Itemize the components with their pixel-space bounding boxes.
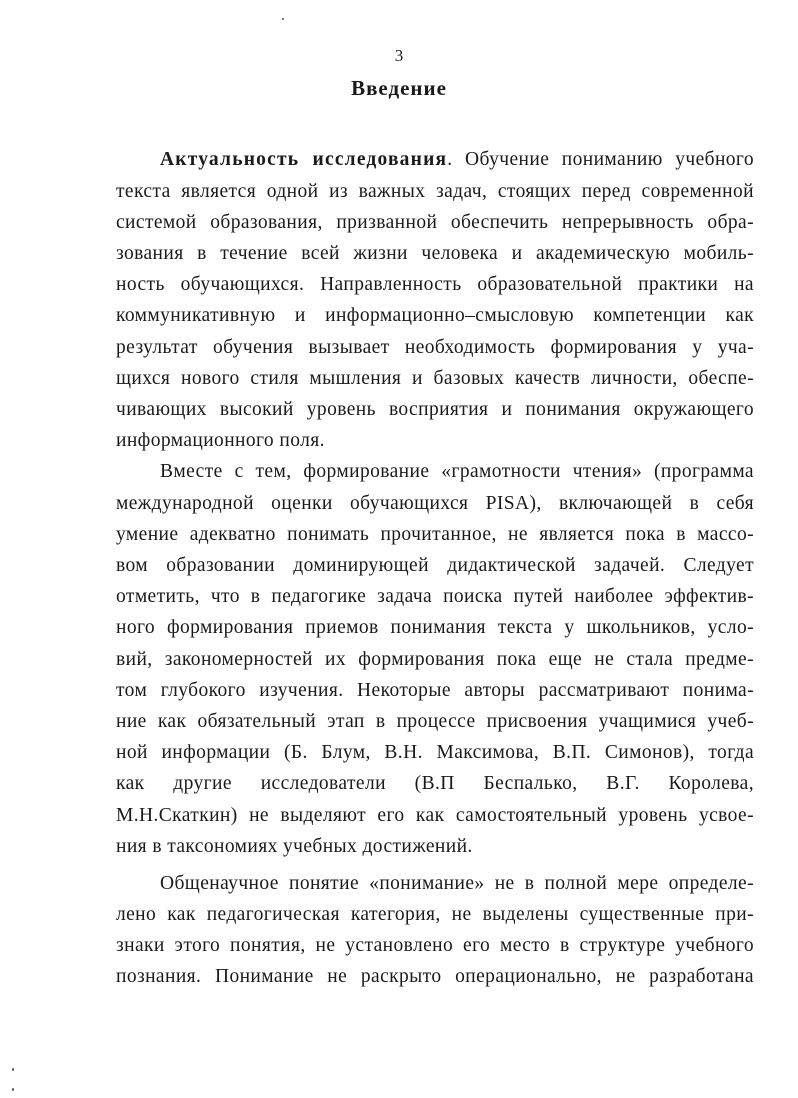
- text-line: ние как обязательный этап в процессе присвоения учащимися учеб-: [116, 711, 754, 732]
- text-line: Общенаучное понятие «понимание» не в полной мере определе-: [160, 873, 754, 894]
- text-line: щихся нового стиля мышления и базовых качеств личности, обеспе-: [116, 368, 754, 389]
- text-line: отметить, что в педагогике задача поиска путей наиболее эффектив-: [116, 586, 754, 607]
- text-line: международной оценки обучающихся PISA), включающей в себя: [116, 493, 754, 514]
- scan-speck: [12, 1068, 14, 1071]
- text-line: том глубокого изучения. Некоторые авторы рассматривают понима-: [116, 680, 754, 701]
- text-line: ного формирования приемов понимания текста у школьников, усло-: [116, 617, 754, 638]
- text-line: коммуникативную и информационно–смысловую компетенции как: [116, 305, 754, 326]
- text-line: вом образовании доминирующей дидактической задачей. Следует: [116, 555, 754, 576]
- bold-heading: Актуальность исследования: [160, 149, 448, 170]
- text-line: лено как педагогическая категория, не выделены существенные при-: [116, 904, 754, 925]
- text-line: Вместе с тем, формирование «грамотности чтения» (программа: [160, 461, 754, 482]
- text-line: М.Н.Скаткин) не выделяют его как самостоятельный уровень усвое-: [116, 805, 754, 826]
- text-line: чивающих высокий уровень восприятия и понимания окружающего: [116, 399, 754, 420]
- text-line: зования в течение всей жизни человека и академическую мобиль-: [116, 243, 754, 264]
- text-line: ния в таксономиях учебных достижений.: [116, 836, 473, 857]
- text-line: познания. Понимание не раскрыто операционально, не разработана: [116, 966, 754, 987]
- text-line: умение адекватно понимать прочитанное, не является пока в массо-: [116, 524, 754, 545]
- text-line: ность обучающихся. Направленность образовательной практики на: [116, 274, 754, 295]
- text-line: результат обучения вызывает необходимость формирования у уча-: [116, 337, 754, 358]
- text-line: системой образования, призванной обеспечить непрерывность обра-: [116, 212, 754, 233]
- page-title: Введение: [351, 76, 447, 100]
- text-line: информационного поля.: [116, 430, 325, 451]
- scan-speck: [282, 18, 284, 20]
- text-line: ной информации (Б. Блум, В.Н. Максимова, В.П. Симонов), тогда: [116, 742, 754, 763]
- text-line: знаки этого понятия, не установлено его место в структуре учебного: [116, 935, 754, 956]
- text-line: Актуальность исследования. Обучение пониманию учебного: [160, 149, 754, 170]
- text-line: как другие исследователи (В.П Беспалько, В.Г. Королева,: [116, 773, 754, 794]
- text-line: текста является одной из важных задач, стоящих перед современной: [116, 181, 754, 202]
- text-line: вий, закономерностей их формирования пока еще не стала предме-: [116, 649, 754, 670]
- page-number: 3: [394, 46, 404, 65]
- scan-speck: [12, 1088, 14, 1091]
